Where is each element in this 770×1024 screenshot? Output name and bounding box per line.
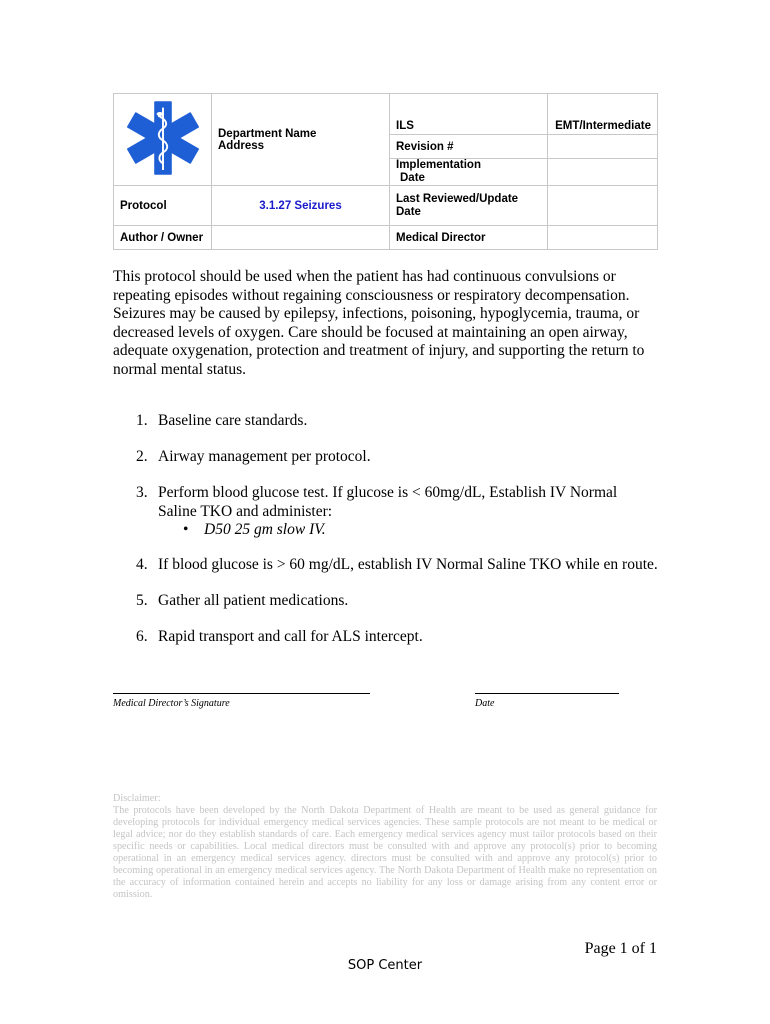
step-text: Airway management per protocol. — [158, 448, 371, 465]
medical-director-value — [548, 226, 658, 250]
emt-label: EMT/Intermediate — [548, 94, 658, 135]
last-reviewed-line1: Last Reviewed/Update — [396, 192, 519, 205]
step-text: If blood glucose is > 60 mg/dL, establish IV Normal Saline TKO while en route. — [158, 556, 658, 573]
step-number: 3. — [136, 484, 148, 501]
date-label: Date — [475, 698, 495, 709]
protocol-header-table — [113, 93, 658, 250]
department-address: Address — [218, 139, 265, 152]
disclaimer-title: Disclaimer: — [113, 793, 161, 804]
implementation-date-value — [548, 159, 658, 186]
implementation-label-line2: Date — [400, 172, 425, 184]
last-reviewed-line2: Date — [396, 205, 421, 218]
signature-line — [113, 693, 370, 694]
step-number: 1. — [136, 412, 148, 429]
step-number: 2. — [136, 448, 148, 465]
bullet-text: D50 25 gm slow IV. — [204, 521, 326, 538]
step-text: Rapid transport and call for ALS intercept. — [158, 628, 423, 645]
footer-label: SOP Center — [347, 958, 423, 973]
star-of-life-icon — [123, 98, 203, 178]
intro-paragraph: This protocol should be used when the patient has had continuous convulsions or repeating episodes without regaining consciousness or respiratory decompensation. Seizures may be caused by epilepsy, infections, poisoning, hypoglycemia, trauma, or decreased levels of oxygen. Care should be focused at maintaining an open airway, adequate oxygenation, protection and treatment of injury, and supporting the return to normal mental status. — [113, 268, 645, 378]
step-text: Baseline care standards. — [158, 412, 308, 429]
implementation-date-label — [390, 159, 548, 186]
revision-label: Revision # — [390, 135, 548, 159]
logo-cell — [114, 94, 212, 186]
protocol-label: Protocol — [114, 186, 212, 226]
disclaimer — [113, 793, 657, 901]
bullet-icon: • — [183, 521, 189, 538]
protocol-value: 3.1.27 Seizures — [212, 186, 390, 226]
department-name: Department Name — [218, 127, 317, 140]
page-number: Page 1 of 1 — [584, 940, 657, 957]
step-number: 5. — [136, 592, 148, 609]
disclaimer-body: The protocols have been developed by the North Dakota Department of Health are meant to be used as general guidance for developing protocols for individual emergency medical services agencies. These sample protocols are not meant to be medical or legal advice; nor do they establish standards of care. Each emergency medical services agency must tailor protocols based on their specific needs or capabilities. Local medical directors must be consulted with and approve any protocol(s) prior to becoming operational in an emergency medical services agency. directors must be consulted with and approve any protocol(s) prior to becoming operational in an emergency medical services agency. The North Dakota Department of Health make no representation on the accuracy of information contained herein and accepts no liability for any loss or damage arising from any content error or omission. — [113, 805, 657, 900]
step-number: 4. — [136, 556, 148, 573]
department-cell — [212, 94, 390, 186]
step-number: 6. — [136, 628, 148, 645]
ils-label: ILS — [390, 94, 548, 135]
step-text: Gather all patient medications. — [158, 592, 349, 609]
medical-director-label: Medical Director — [390, 226, 548, 250]
step-text: Perform blood glucose test. If glucose is < 60mg/dL, Establish IV Normal Saline TKO and administer: — [158, 484, 618, 520]
implementation-label-line1: Implementation — [396, 159, 481, 171]
date-line — [475, 693, 619, 694]
director-signature-label: Medical Director’s Signature — [113, 698, 230, 709]
author-label: Author / Owner — [114, 226, 212, 250]
last-reviewed-value — [548, 186, 658, 226]
author-value — [212, 226, 390, 250]
revision-value — [548, 135, 658, 159]
last-reviewed-label — [390, 186, 548, 226]
